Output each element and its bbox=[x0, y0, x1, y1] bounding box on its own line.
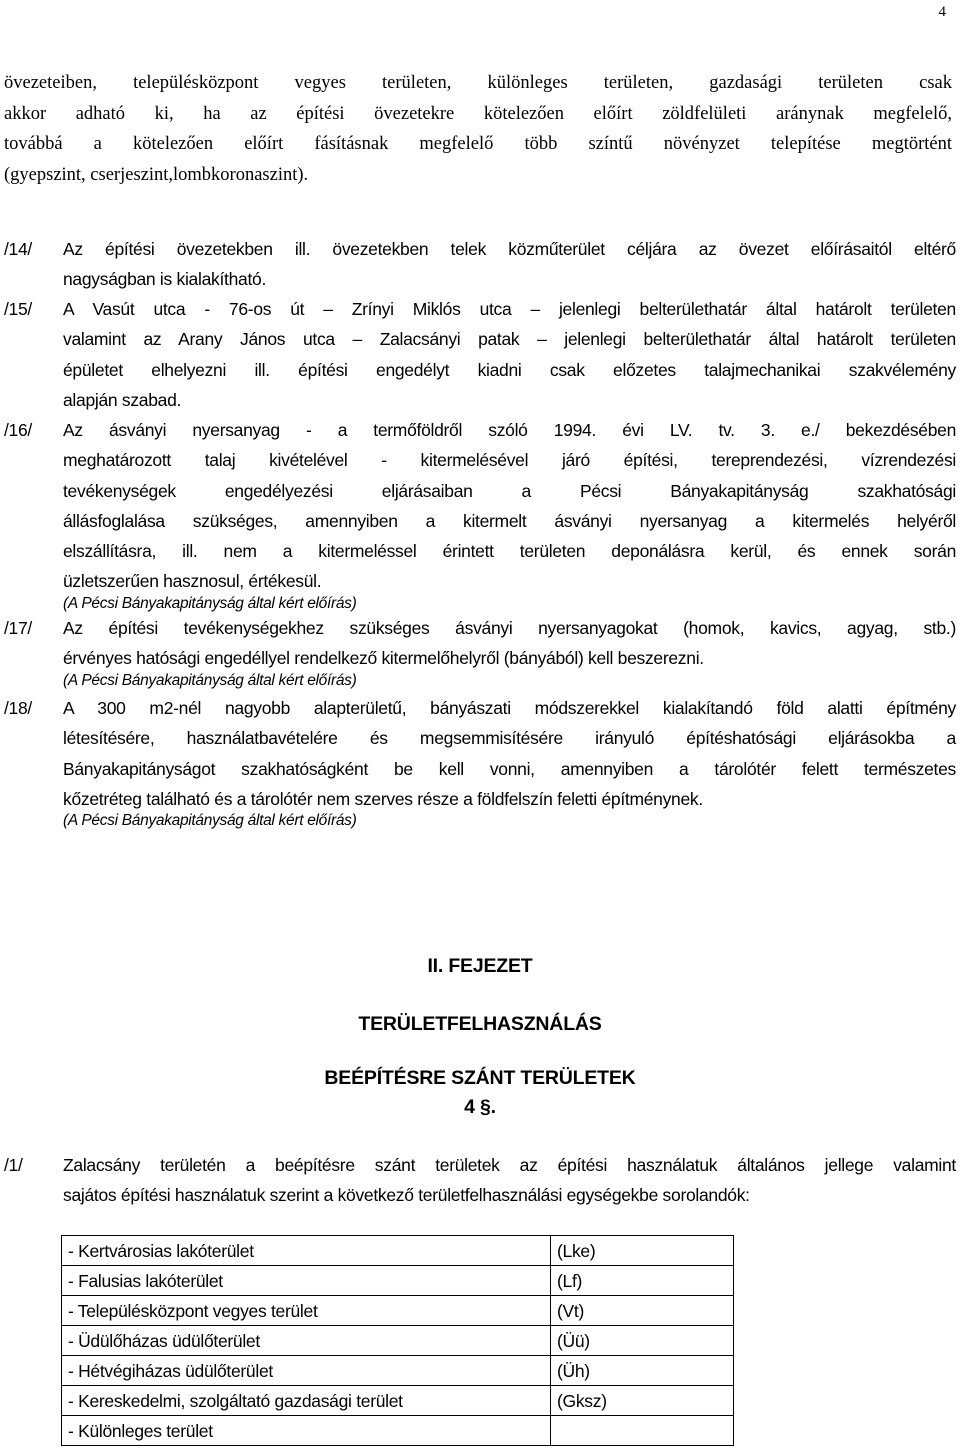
land-use-code: (Lke) bbox=[551, 1236, 734, 1266]
text-line: Bányakapitányságot szakhatóságként be kell vonni, amennyiben a tárolótér felett természetes bbox=[63, 758, 956, 779]
text-line: valamint az Arany János utca – Zalacsányi patak – jelenlegi belterülethatár által határolt területen bbox=[63, 329, 956, 350]
text-line: alapján szabad. bbox=[63, 389, 182, 410]
text-line: Az építési övezetekben ill. övezetekben telek közműterület céljára az övezet előírásaitól eltérő bbox=[63, 239, 956, 259]
table-row bbox=[62, 1266, 734, 1296]
paragraph-number: /1/ bbox=[4, 1155, 23, 1175]
land-use-name: - Falusias lakóterület bbox=[62, 1266, 551, 1296]
intro-paragraph bbox=[4, 68, 952, 190]
authority-note: (A Pécsi Bányakapitányság által kért előírás) bbox=[63, 812, 357, 830]
land-use-name: - Hétvégiházas üdülőterület bbox=[62, 1356, 551, 1386]
text-line: kőzetréteg található és a tárolótér nem szerves része a földfelszín feletti építménynek. bbox=[63, 788, 703, 809]
land-use-code: (Üü) bbox=[551, 1326, 734, 1356]
text-line: üzletszerűen hasznosul, értékesül. bbox=[63, 571, 322, 592]
land-use-code bbox=[551, 1416, 734, 1446]
page-number: 4 bbox=[938, 4, 946, 20]
land-use-name: - Településközpont vegyes terület bbox=[62, 1296, 551, 1326]
land-use-code: (Vt) bbox=[551, 1296, 734, 1326]
paragraph-text bbox=[63, 415, 956, 616]
text-line: meghatározott talaj kivételével - kitermelésével járó építési, tereprendezési, vízrendezési bbox=[63, 450, 956, 471]
paragraph-text bbox=[63, 693, 956, 833]
paragraph-number: /16/ bbox=[4, 420, 32, 440]
text-line: A Vasút utca - 76-os út – Zrínyi Miklós utca – jelenlegi belterülethatár által határolt területen bbox=[63, 299, 956, 319]
text-line: nagyságban is kialakítható. bbox=[63, 269, 267, 290]
table-row bbox=[62, 1236, 734, 1266]
land-use-name: - Kereskedelmi, szolgáltató gazdasági terület bbox=[62, 1386, 551, 1416]
text-line: tevékenységek engedélyezési eljárásaiban a Pécsi Bányakapitányság szakhatósági bbox=[63, 480, 956, 501]
paragraph-text bbox=[63, 294, 956, 415]
table-row bbox=[62, 1356, 734, 1386]
land-use-name: - Különleges terület bbox=[62, 1416, 551, 1446]
land-use-table bbox=[61, 1235, 734, 1446]
section-title: TERÜLETFELHASZNÁLÁS bbox=[358, 1013, 602, 1035]
land-use-code: (Üh) bbox=[551, 1356, 734, 1386]
paragraph-text bbox=[63, 613, 956, 693]
text-line: Zalacsány területén a beépítésre szánt területek az építési használatuk általános jellege valamint bbox=[63, 1155, 956, 1175]
section-number: 4 §. bbox=[464, 1096, 496, 1118]
text-line: akkor adható ki, ha az építési övezetekre kötelezően előírt zöldfelületi aránynak megfelelő, bbox=[4, 103, 952, 124]
text-line: állásfoglalása szükséges, amennyiben a kitermelt ásványi nyersanyag a kitermelés helyéről bbox=[63, 510, 956, 531]
table-row bbox=[62, 1326, 734, 1356]
text-line: A 300 m2-nél nagyobb alapterületű, bányászati módszerekkel kialakítandó föld alatti építmény bbox=[63, 698, 956, 718]
authority-note: (A Pécsi Bányakapitányság által kért előírás) bbox=[63, 594, 357, 612]
text-line: létesítésére, használatbavételére és megsemmisítésére irányuló építéshatósági eljárásokba a bbox=[63, 728, 956, 749]
table-row bbox=[62, 1296, 734, 1326]
land-use-name: - Üdülőházas üdülőterület bbox=[62, 1326, 551, 1356]
text-line: épületet elhelyezni ill. építési engedélyt kiadni csak előzetes talajmechanikai szakvélemény bbox=[63, 359, 956, 380]
table-row bbox=[62, 1416, 734, 1446]
section-subtitle: BEÉPÍTÉSRE SZÁNT TERÜLETEK bbox=[324, 1067, 636, 1089]
text-line: érvényes hatósági engedéllyel rendelkező kitermelőhelyről (bányából) kell beszerezni. bbox=[63, 648, 704, 669]
paragraph-number: /18/ bbox=[4, 698, 32, 718]
authority-note: (A Pécsi Bányakapitányság által kért előírás) bbox=[63, 671, 357, 689]
text-line: továbbá a kötelezően előírt fásításnak megfelelő több színtű növényzet telepítése megtörtént bbox=[4, 134, 952, 154]
table-row bbox=[62, 1386, 734, 1416]
paragraph-number: /15/ bbox=[4, 299, 32, 319]
text-line: elszállításra, ill. nem a kitermeléssel érintett területen deponálásra kerül, és ennek során bbox=[63, 541, 956, 562]
text-line: Az ásványi nyersanyag - a termőföldről szóló 1994. évi LV. tv. 3. e./ bekezdésében bbox=[63, 420, 956, 440]
paragraph-number: /17/ bbox=[4, 618, 32, 638]
text-line: sajátos építési használatuk szerint a következő területfelhasználási egységekbe sorolandók: bbox=[63, 1185, 750, 1206]
paragraph-text bbox=[63, 234, 956, 295]
text-line: övezeteiben, településközpont vegyes területen, különleges területen, gazdasági területen csak bbox=[4, 73, 952, 93]
paragraph-number: /14/ bbox=[4, 239, 32, 259]
text-line: Az építési tevékenységekhez szükséges ásványi nyersanyagokat (homok, kavics, agyag, stb.) bbox=[63, 618, 956, 638]
text-line: (gyepszint, cserjeszint,lombkoronaszint). bbox=[4, 164, 309, 185]
land-use-name: - Kertvárosias lakóterület bbox=[62, 1236, 551, 1266]
land-use-code: (Lf) bbox=[551, 1266, 734, 1296]
land-use-code: (Gksz) bbox=[551, 1386, 734, 1416]
chapter-heading: II. FEJEZET bbox=[427, 955, 533, 977]
paragraph-text bbox=[63, 1150, 956, 1211]
